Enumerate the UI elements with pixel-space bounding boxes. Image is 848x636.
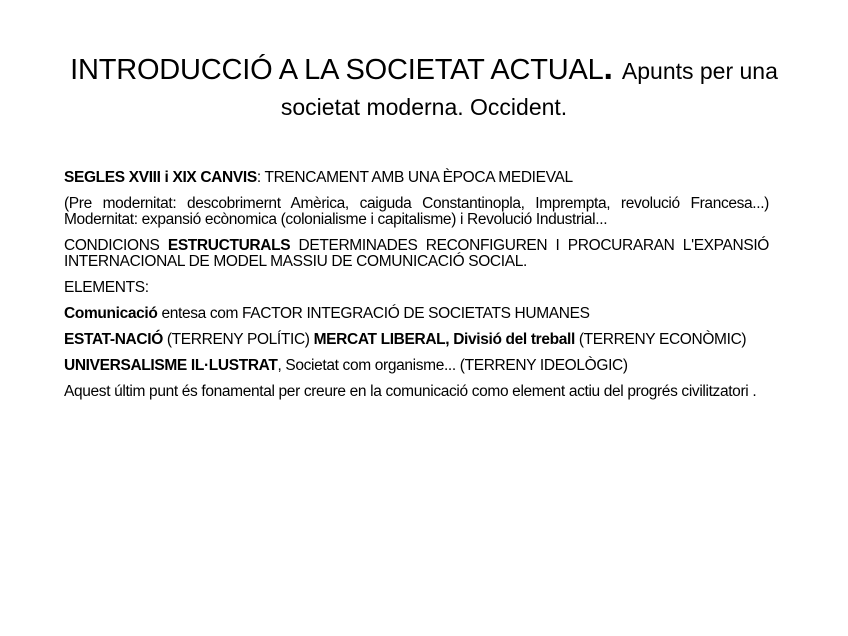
paragraph-estat-nacio [64,332,769,348]
paragraph-universalisme-text: , Societat com organisme... (TERRENY IDEOLÒGIC) [277,357,628,374]
paragraph-condicions-text: DETERMINADES RECONFIGUREN I PROCURARAN L'EXPANSIÓ INTERNACIONAL DE MODEL MASSIU DE COMUNICACIÓ SOCIAL. [64,237,769,270]
paragraph-modernitat: (Pre modernitat: descobrimernt Amèrica, caiguda Constantinopla, Imprempta, revolució Francesa...) Modernitat: expansió ecònomica (colonialisme i capitalisme) i Revolució Industrial... [64,195,769,228]
paragraph-comunicacio [64,306,769,322]
paragraph-mercat-bold: MERCAT LIBERAL, Divisió del treball [313,331,575,348]
paragraph-estat-nacio-bold: ESTAT-NACIÓ [64,331,163,348]
paragraph-comunicacio-text: entesa com FACTOR INTEGRACIÓ DE SOCIETATS HUMANES [157,305,590,322]
slide-body [64,170,769,410]
paragraph-condicions-bold: ESTRUCTURALS [167,237,291,254]
paragraph-segles-text: : TRENCAMENT AMB UNA ÈPOCA MEDIEVAL [256,169,573,186]
paragraph-segles [64,170,769,186]
title-subtitle-line1: Apunts per una [621,58,778,84]
paragraph-universalisme-bold: UNIVERSALISME IL·LUSTRAT [64,357,278,374]
paragraph-elements: ELEMENTS: [64,279,149,296]
title-main: INTRODUCCIÓ A LA SOCIETAT ACTUAL [70,54,604,86]
slide-title [20,49,828,127]
paragraph-estat-nacio-mid: (TERRENY POLÍTIC) [162,331,314,348]
paragraph-estat-nacio-text: (TERRENY ECONÒMIC) [574,331,747,348]
paragraph-universalisme [64,358,769,374]
paragraph-conclusion: Aquest últim punt és fonamental per creure en la comunicació como element actiu del progrés civilitzatori . [64,383,757,400]
paragraph-comunicacio-bold: Comunicació [64,305,158,322]
title-subtitle-line2: societat moderna. Occident. [280,94,568,120]
paragraph-condicions-pre: CONDICIONS [64,237,168,254]
paragraph-condicions [64,238,769,270]
paragraph-segles-bold: SEGLES XVIII i XIX CANVIS [64,169,257,186]
title-dot: . [603,49,613,87]
